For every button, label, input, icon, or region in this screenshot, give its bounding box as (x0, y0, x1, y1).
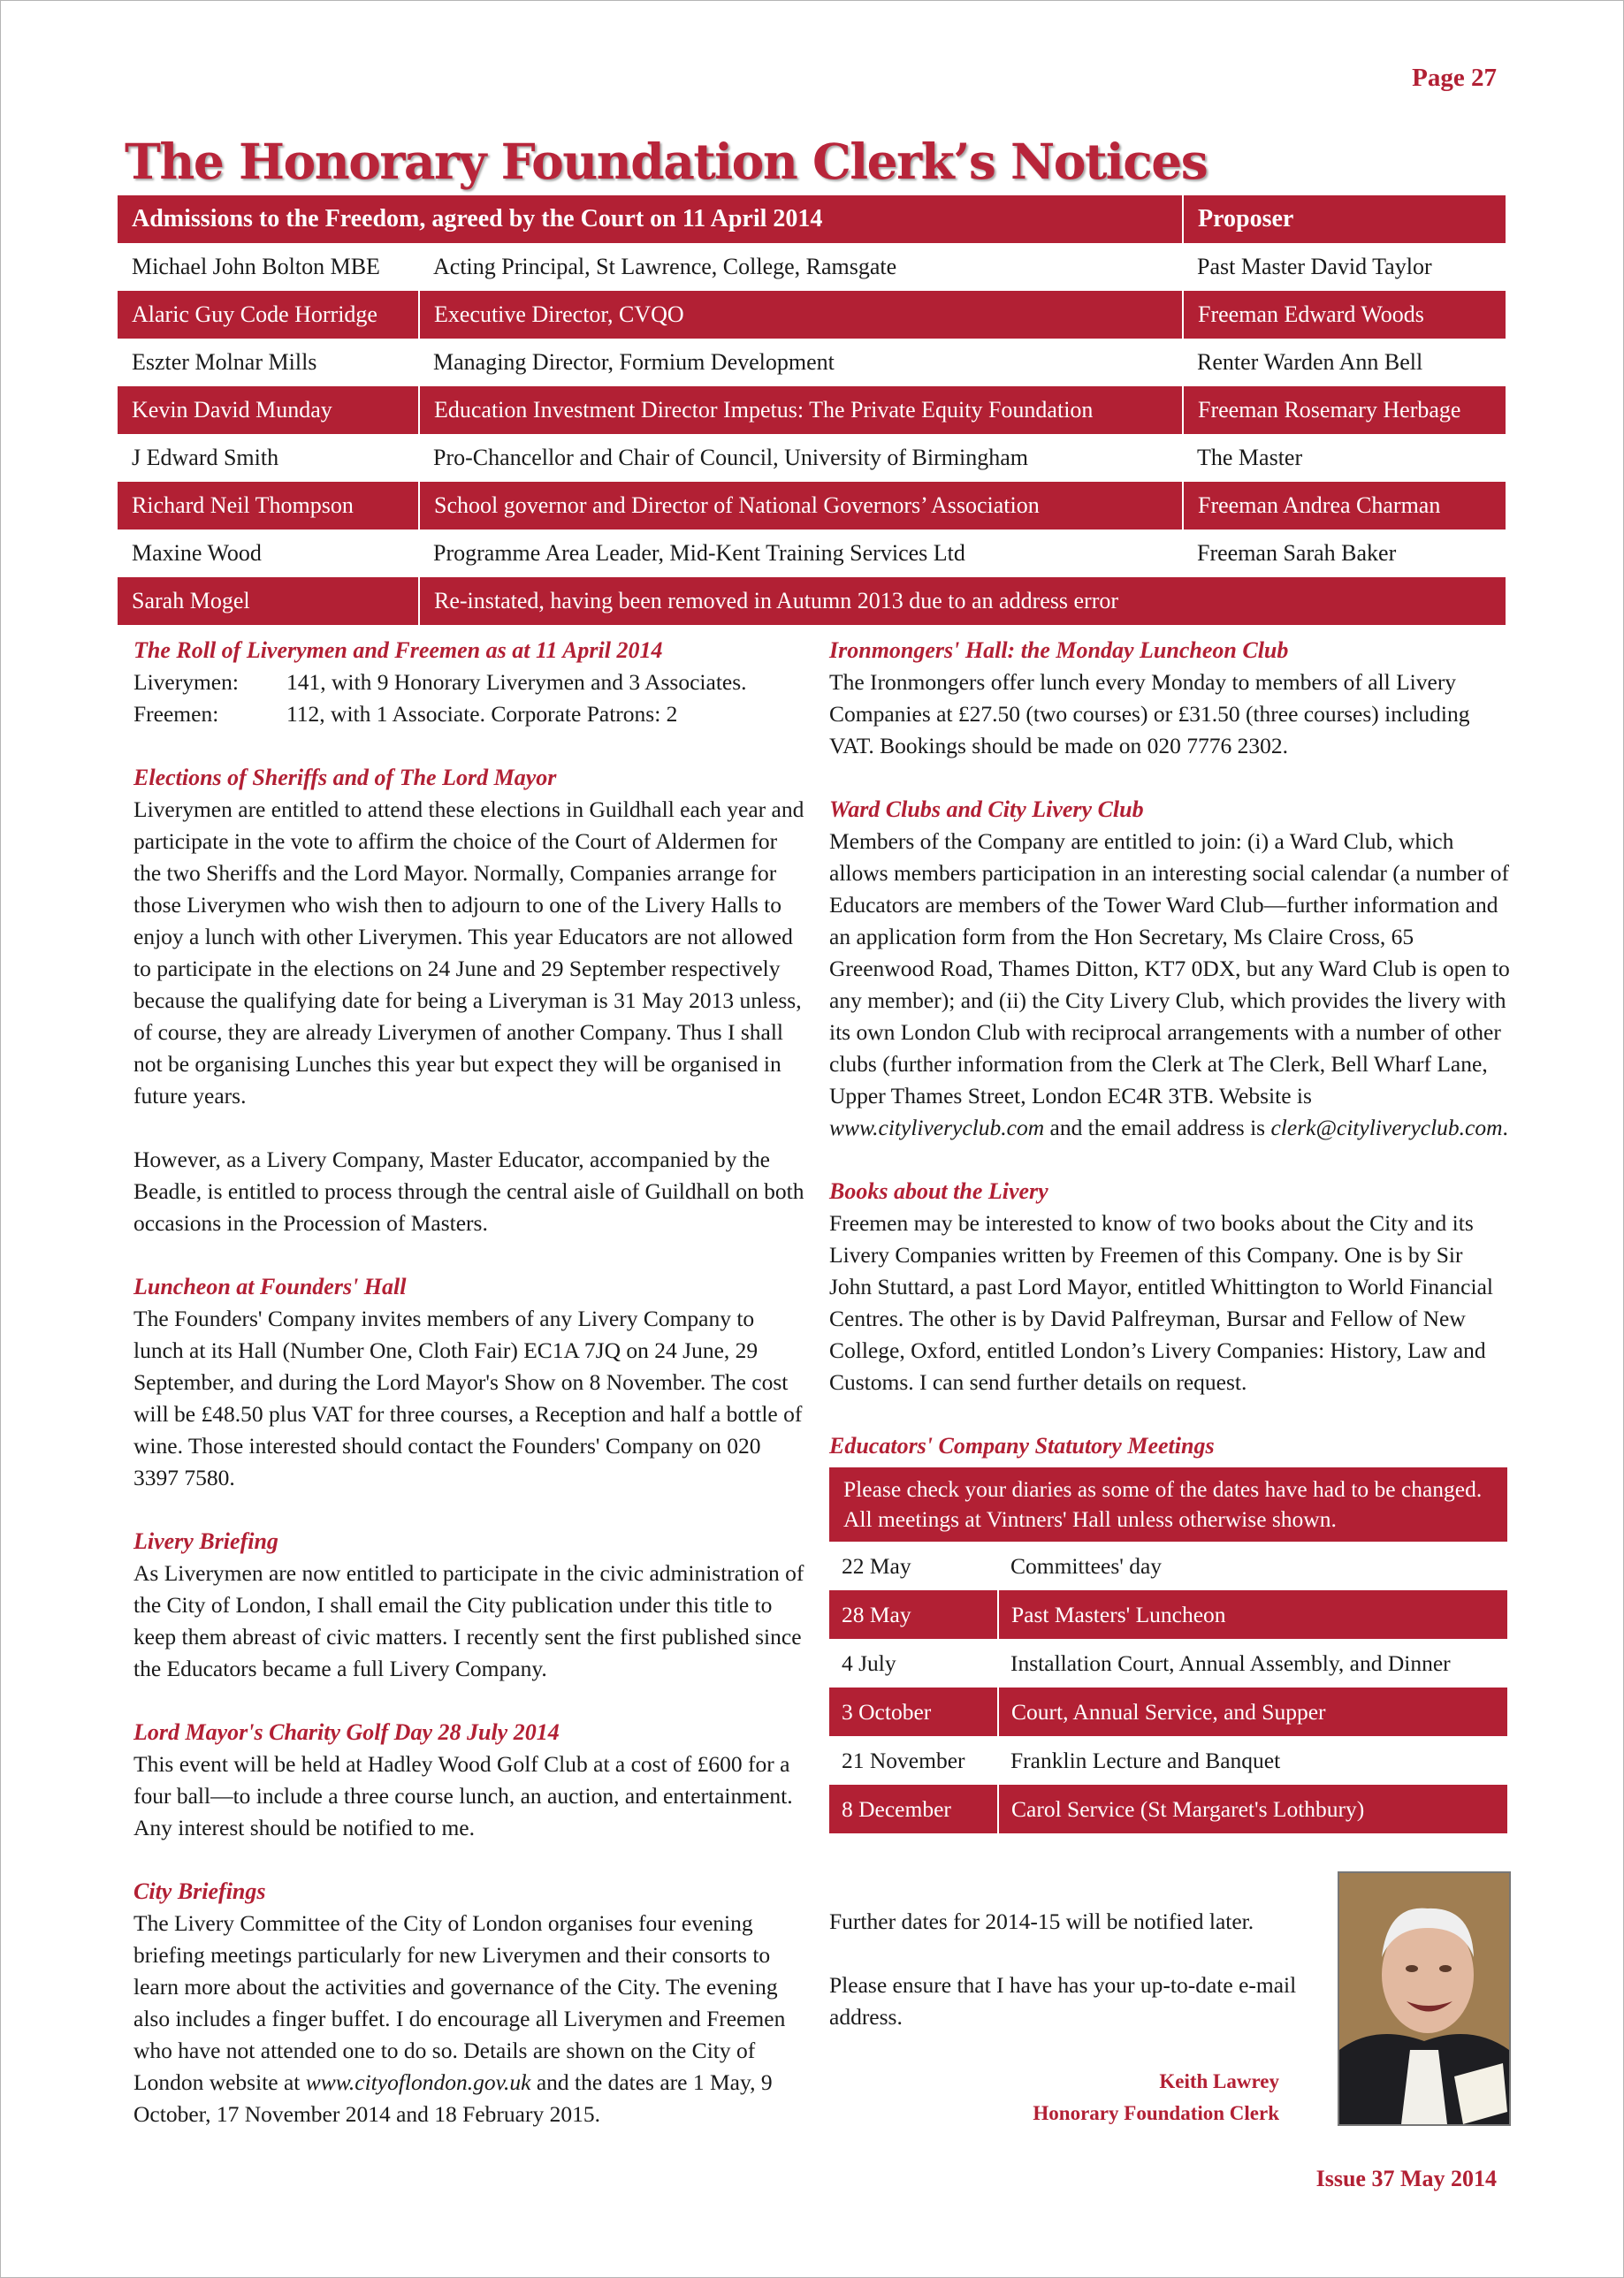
golf-section (133, 1717, 805, 1844)
table-row (829, 1590, 1507, 1639)
golf-text: This event will be held at Hadley Wood Golf Club at a cost of £600 for a four ball—to include a three course lunch, an auction, and entertainment. Any interest should be notified to me. (133, 1751, 793, 1840)
admission-role: Education Investment Director Impetus: The Private Equity Foundation (419, 386, 1183, 434)
table-row (829, 1688, 1507, 1736)
admission-role: Pro-Chancellor and Chair of Council, University of Birmingham (419, 434, 1183, 482)
meetings-note: Please check your diaries as some of the dates have had to be changed. All meetings at Vintners' Hall unless otherwise shown. (829, 1467, 1507, 1542)
founders-text: The Founders' Company invites members of any Livery Company to lunch at its Hall (Number One, Cloth Fair) EC1A 7JQ on 24 June, 29 September, and during the Lord Mayor's Show on 8 November. The cost will be £48.50 plus VAT for three courses, a Reception and half a bottle of wine. Those interested should contact the Founders' Company on 020 3397 7580. (133, 1306, 803, 1490)
freemen-label: Freemen: (133, 701, 219, 727)
table-row (118, 291, 1506, 339)
meeting-event: Past Masters' Luncheon (998, 1590, 1507, 1639)
books-text: Freemen may be interested to know of two books about the City and its Livery Companies written by Freemen of this Company. One is by Sir John Stuttard, a past Lord Mayor, entitled Whittington to World Financial Centres. The other is by David Palfreyman, Bursar and Fellow of New College, Oxford, entitled London’s Livery Companies: History, Law and Customs. I can send further details on request. (829, 1210, 1493, 1395)
liverymen-label: Liverymen: (133, 669, 239, 695)
clerk-portrait (1338, 1871, 1511, 2126)
meeting-date: 8 December (829, 1785, 998, 1833)
proposer-header: Proposer (1183, 195, 1506, 243)
elections-paragraph-1: Liverymen are entitled to attend these elections in Guildhall each year and participate in the vote to affirm the choice of the Court of Aldermen for the two Sheriffs and the Lord Mayor. Normally, Companies arrange for those Liverymen who wish then to adjourn to one of the Livery Halls to enjoy a lunch with other Liverymen. This year Educators are not allowed to participate in the elections on 24 June and 29 September respectively because the qualifying date for being a Liveryman is 31 May 2013 unless, of course, they are already Liverymen of another Company. Thus I shall not be organising Lunches this year but expect they will be organised in future years. (133, 796, 804, 1109)
admission-proposer: Freeman Andrea Charman (1183, 482, 1506, 530)
founders-heading: Luncheon at Founders' Hall (133, 1274, 407, 1299)
books-heading: Books about the Livery (829, 1178, 1048, 1204)
table-row (118, 386, 1506, 434)
signature-name: Keith Lawrey (1159, 2070, 1279, 2092)
meeting-event: Installation Court, Annual Assembly, and Dinner (1010, 1649, 1451, 1676)
admission-name: Eszter Molnar Mills (118, 339, 419, 386)
closing-notes (829, 1906, 1324, 2033)
meeting-date: 4 July (842, 1649, 896, 1676)
admission-role: Executive Director, CVQO (419, 291, 1183, 339)
admission-role: School governor and Director of National Governors’ Association (419, 482, 1183, 530)
ward-text-a: Members of the Company are entitled to join: (i) a Ward Club, which allows members participation in an interesting social calendar (a number of Educators are members of the Tower Ward Club—further information and an application form from the Hon Secretary, Ms Claire Cross, 65 Greenwood Road, Thames Ditton, KT7 0DX, but any Ward Club is open to any member); and (ii) the City Livery Club, which provides the livery with its own London Club with reciprocal arrangements with a number of other clubs (further information from the Clerk at The Clerk, Bell Wharf Lane, Upper Thames Street, London EC4R 3TB. Website is (829, 828, 1510, 1109)
admission-name: Michael John Bolton MBE (118, 243, 419, 291)
table-row (829, 1736, 1507, 1785)
table-row (829, 1785, 1507, 1833)
elections-heading: Elections of Sheriffs and of The Lord Mayor (133, 765, 557, 790)
roll-heading: The Roll of Liverymen and Freemen as at 11 April 2014 (133, 637, 663, 663)
admissions-table (118, 195, 1506, 625)
ironmongers-section (829, 635, 1510, 762)
admission-name: Richard Neil Thompson (118, 482, 419, 530)
city-briefings-text-b: and the dates are 1 May, 9 October, 17 November 2014 and 18 February 2015. (133, 2069, 773, 2127)
ironmongers-heading: Ironmongers' Hall: the Monday Luncheon Club (829, 637, 1289, 663)
table-row (829, 1639, 1507, 1688)
ironmongers-text: The Ironmongers offer lunch every Monday to members of all Livery Companies at £27.50 (two courses) or £31.50 (three courses) including VAT. Bookings should be made on 020 7776 2302. (829, 669, 1470, 758)
meetings-note-row (829, 1467, 1507, 1542)
founders-section (133, 1271, 805, 1494)
ward-clubs-section (829, 794, 1510, 1144)
briefing-heading: Livery Briefing (133, 1528, 278, 1554)
meetings-section (829, 1430, 1510, 1833)
table-row (118, 577, 1506, 625)
table-row (118, 530, 1506, 577)
admission-proposer: Renter Warden Ann Bell (1183, 339, 1506, 386)
portrait-illustration (1339, 1873, 1509, 2124)
city-livery-club-website-link[interactable]: www.cityliveryclub.com (829, 1115, 1045, 1140)
city-briefings-text (133, 1908, 805, 2130)
briefing-text: As Liverymen are now entitled to participate in the civic administration of the City of London, I shall email the City publication under this title to keep them abreast of civic matters. I recently sent the first published since the Educators became a full Livery Company. (133, 1560, 804, 1681)
admission-proposer: Freeman Edward Woods (1183, 291, 1506, 339)
meeting-event: Carol Service (St Margaret's Lothbury) (998, 1785, 1507, 1833)
clerk-email-link[interactable]: clerk@cityliveryclub.com (1270, 1115, 1503, 1140)
meeting-event: Committees' day (1010, 1552, 1163, 1579)
city-website-link[interactable]: www.cityoflondon.gov.uk (305, 2069, 531, 2095)
admission-role: Programme Area Leader, Mid-Kent Training Services Ltd (419, 530, 1183, 577)
admission-proposer: The Master (1183, 434, 1506, 482)
right-column (829, 635, 1510, 1833)
meeting-date: 28 May (829, 1590, 998, 1639)
admission-role: Re-instated, having been removed in Autumn 2013 due to an address error (419, 577, 1506, 625)
city-briefings-text-a: The Livery Committee of the City of London organises four evening briefing meetings particularly for new Liverymen and their consorts to learn more about the activities and governance of the City. The evening also includes a finger buffet. I do encourage all Liverymen and Freemen who have not attended one to do so. Details are shown on the City of London website at (133, 1910, 786, 2095)
table-row (118, 243, 1506, 291)
meetings-table (829, 1467, 1507, 1833)
admission-name: Alaric Guy Code Horridge (118, 291, 419, 339)
meeting-event: Franklin Lecture and Banquet (1010, 1747, 1281, 1773)
admission-name: Maxine Wood (118, 530, 419, 577)
further-dates-note: Further dates for 2014-15 will be notified later. (829, 1908, 1254, 1934)
ward-text-c: . (1502, 1115, 1508, 1140)
page-number: Page 27 (1412, 64, 1497, 92)
email-reminder-note: Please ensure that I have has your up-to-date e-mail address. (829, 1972, 1297, 2030)
left-column (133, 635, 805, 2162)
briefing-section (133, 1526, 805, 1685)
city-briefings-heading: City Briefings (133, 1878, 266, 1904)
page-title: The Honorary Foundation Clerk’s Notices (125, 133, 1208, 190)
elections-section (133, 762, 805, 1239)
admission-proposer: Freeman Rosemary Herbage (1183, 386, 1506, 434)
golf-heading: Lord Mayor's Charity Golf Day 28 July 2014 (133, 1719, 560, 1745)
admission-role: Acting Principal, St Lawrence, College, Ramsgate (419, 243, 1183, 291)
liverymen-line (133, 667, 805, 698)
freemen-line (133, 698, 805, 730)
meeting-date: 22 May (842, 1552, 911, 1579)
signature-title: Honorary Foundation Clerk (1033, 2102, 1279, 2124)
meeting-date: 3 October (829, 1688, 998, 1736)
ward-text-b: and the email address is (1044, 1115, 1271, 1140)
elections-paragraph-2: However, as a Livery Company, Master Educator, accompanied by the Beadle, is entitled to process through the central aisle of Guildhall on both occasions in the Procession of Masters. (133, 1147, 804, 1236)
meetings-heading: Educators' Company Statutory Meetings (829, 1433, 1215, 1459)
admission-name: J Edward Smith (118, 434, 419, 482)
admission-name: Kevin David Munday (118, 386, 419, 434)
ward-clubs-text (829, 826, 1510, 1144)
admission-name: Sarah Mogel (118, 577, 419, 625)
ward-clubs-heading: Ward Clubs and City Livery Club (829, 796, 1144, 822)
books-section (829, 1176, 1510, 1398)
table-row (118, 482, 1506, 530)
city-briefings-section (133, 1876, 805, 2130)
meeting-event: Court, Annual Service, and Supper (998, 1688, 1507, 1736)
roll-section (133, 635, 805, 730)
admission-role: Managing Director, Formium Development (419, 339, 1183, 386)
table-row (829, 1542, 1507, 1590)
liverymen-value: 141, with 9 Honorary Liverymen and 3 Associates. (286, 669, 747, 695)
admission-proposer: Freeman Sarah Baker (1183, 530, 1506, 577)
signature-block (1033, 2066, 1279, 2129)
table-row (118, 434, 1506, 482)
admissions-header-row (118, 195, 1506, 243)
issue-footer: Issue 37 May 2014 (1315, 2166, 1497, 2191)
meeting-date: 21 November (842, 1747, 965, 1773)
table-row (118, 339, 1506, 386)
admission-proposer: Past Master David Taylor (1183, 243, 1506, 291)
freemen-value: 112, with 1 Associate. Corporate Patrons: 2 (286, 701, 678, 727)
admissions-header: Admissions to the Freedom, agreed by the Court on 11 April 2014 (118, 195, 1183, 243)
